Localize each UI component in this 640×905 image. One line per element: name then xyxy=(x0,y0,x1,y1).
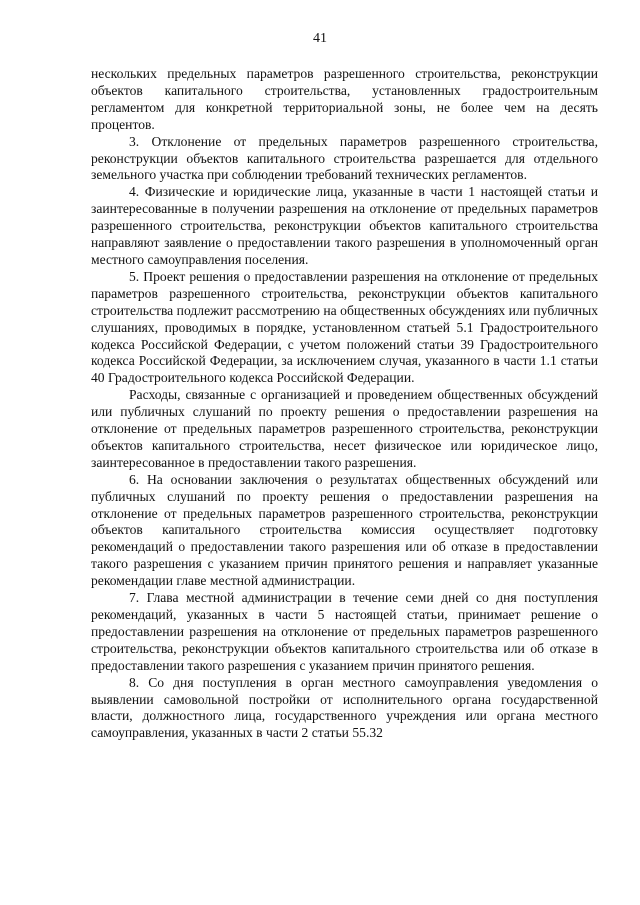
paragraph-item-3: 3. Отклонение от предельных параметров разрешенного строительства, реконструкции объектов капитального строительства разрешается для отдельного земельного участка при соблюдении требований технических регламентов. xyxy=(91,133,598,183)
paragraph-continuation: нескольких предельных параметров разрешенного строительства, реконструкции объектов капитального строительства, установленных градостроительным регламентом для конкретной территориальной зоны, не более чем на десять процентов. xyxy=(91,66,598,132)
paragraph-item-7: 7. Глава местной администрации в течение семи дней со дня поступления рекомендаций, указанных в части 5 настоящей статьи, принимает решение о предоставлении разрешения на отклонение от предельных параметров разрешенного строительства, реконструкции объектов капитального строительства или об отказе в предоставлении такого разрешения с указанием причин принятого решения. xyxy=(91,590,598,673)
page-number: 41 xyxy=(313,31,327,46)
paragraph-item-4: 4. Физические и юридические лица, указанные в части 1 настоящей статьи и заинтересованные в получении разрешения на отклонение от предельных параметров разрешенного строительства, реконструкции объектов капитального строительства направляют заявление о предоставлении такого разрешения в уполномоченный орган местного самоуправления поселения. xyxy=(91,184,598,267)
paragraph-item-5-costs: Расходы, связанные с организацией и проведением общественных обсуждений или публичных слушаний по проекту решения о предоставлении разрешения на отклонение от предельных параметров разрешенного строительства, реконструкции объектов капитального строительства, несет физическое или юридическое лицо, заинтересованное в предоставлении такого разрешения. xyxy=(91,387,598,470)
paragraph-item-6: 6. На основании заключения о результатах общественных обсуждений или публичных слушаний по проекту решения о предоставлении разрешения на отклонение от предельных параметров разрешенного строительства, реконструкции объектов капитального строительства комиссия осуществляет подготовку рекомендаций о предоставлении такого разрешения или об отказе в предоставлении такого разрешения с указанием причин принятого решения и направляет указанные рекомендации главе местной администрации. xyxy=(91,471,598,589)
body-text xyxy=(91,66,598,742)
paragraph-item-8: 8. Со дня поступления в орган местного самоуправления уведомления о выявлении самовольной постройки от исполнительного органа государственной власти, должностного лица, государственного учреждения или органа местного самоуправления, указанных в части 2 статьи 55.32 xyxy=(91,674,598,741)
paragraph-item-5: 5. Проект решения о предоставлении разрешения на отклонение от предельных параметров разрешенного строительства, реконструкции объектов капитального строительства подлежит рассмотрению на общественных обсуждениях или публичных слушаниях, проводимых в порядке, установленном статьей 5.1 Градостроительного кодекса Российской Федерации, с учетом положений статьи 39 Градостроительного кодекса Российской Федерации, за исключением случая, указанного в части 1.1 статьи 40 Градостроительного кодекса Российской Федерации. xyxy=(91,268,598,386)
